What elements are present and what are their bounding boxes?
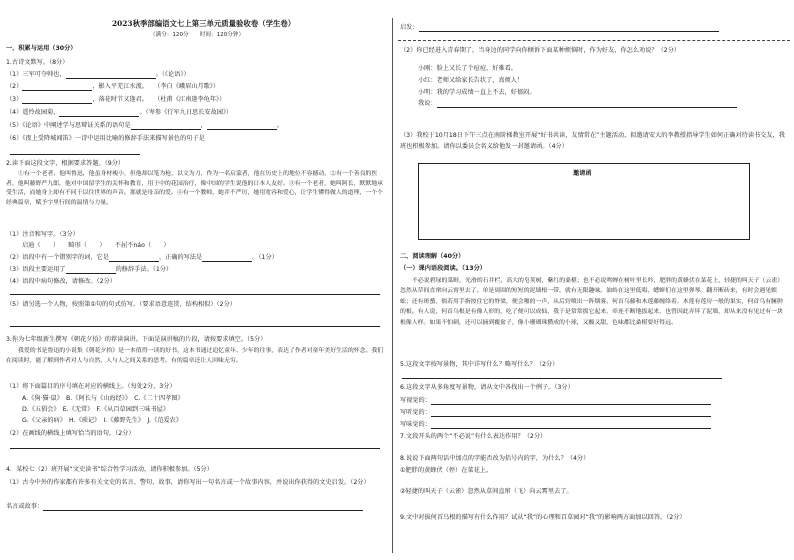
q1-line1: （1）三军可夺帅也， 。（《论语》） <box>6 71 190 78</box>
q6-taste: 写味觉的： <box>400 421 711 429</box>
q4-stem: 4．某校七（2）班开展“文史读书”综合性学习活动，请你积极参加。（5分） <box>6 466 213 473</box>
dialogue-3: 小明：我的学习成绩一直上不去，好郁闷。 <box>418 89 536 96</box>
left-column <box>0 0 392 560</box>
q8-sentence-2: ②轻捷的叫天子（云雀）忽然从草间直窜（飞）向云霄里去了。 <box>400 488 573 495</box>
q3-options-3: G.《父亲的病》 H.《琐记》 I.《藤野先生》 J.《范爱农》 <box>22 417 183 424</box>
invitation-title: 邀请函 <box>573 170 592 177</box>
q5: 5.这段文字按写景物，其中详写什么？略写什么？（2分） <box>400 361 559 368</box>
q3-a2: （2）在画线的横线上填写恰当的语句。（2分） <box>6 430 135 437</box>
q6: 6.这段文字从多角度写景物，请从文中各找出一个例子。（3分） <box>400 384 574 391</box>
q2-a1: （1）注音和写字。（3分） <box>6 231 79 238</box>
answer-blank[interactable] <box>131 123 201 130</box>
answer-blank[interactable] <box>43 504 363 511</box>
exam-title: 2023秋季部编语文七上第三单元质量验收卷（学生卷） <box>112 19 296 28</box>
q2-a2: （2）语段中有一个错别字的词，它是 ，正确的写法是 。（1分） <box>6 254 278 261</box>
q3-a1: （1）将下面篇目的序号填在对应的横线上。（每处2分，3分） <box>6 383 176 390</box>
answer-blank[interactable] <box>431 398 711 405</box>
q2-a1-words: 启迪（ ） 畸形（ ） 不屈不náo（ ） <box>22 242 170 249</box>
q8-sentence-1: ①肥胖的黄蜂伏（停）在菜花上。 <box>400 467 493 474</box>
answer-blank[interactable] <box>109 255 159 262</box>
q2-a3: （3）语段主要运用了 的修辞手法。（1分） <box>6 266 173 273</box>
answer-blank[interactable] <box>431 410 711 417</box>
section2-sub1: （一）课内语段阅读。（13分） <box>400 265 486 272</box>
q2-a4: （4）语段中病句修改，请修改。（2分） <box>6 278 116 285</box>
answer-blank[interactable] <box>431 422 711 429</box>
q1-line4: （4）遥怜故园菊， 。（岑参《行军九日思长安故园》） <box>6 109 233 116</box>
qifa-line: 启发： <box>400 24 719 32</box>
q2-passage: ①有一个老者，他叫鲁迅，他虽身材瘦小，但他却以笔为枪，以文为刀，作为一名启蒙者，他在历史上的地位不容撼动。②有一个善良的医者，他叫藤野严九郎，他对中国留学生的关怀和教育，用于中的花园治疗，像中国的学生说他的日本人友好。③有一个老者，她叫阿长，默默地承受生活，而她身上却有不同于以往世界的声音。那就是母亲的爱。④有一个教师，她并不严厉，她用宽容和爱心，让学生懂得做人的道理，一个个经典篇章，赋予字里行间的温情与力量。 <box>6 171 383 206</box>
q4-a1: （1）古今中外的作家都有许多有关文史的名言、警句、故事，请你写出一句名言或一个故事内容，并说出你获得的文史启发。（2分） <box>6 479 370 486</box>
q1-line6: （6）《夜上受降城闻笛》一诗中运用比喻的修辞手法来描写景色的句子是 <box>6 135 205 142</box>
separator <box>398 40 790 41</box>
q8: 8.说说下面两句话中加点的字能否改为括号内的字，为什么？（4分） <box>400 455 590 462</box>
answer-blank[interactable] <box>207 123 277 130</box>
q9: 9.文中对拔何首乌根的描写有什么作用？试从“我”的心理和百草园对“我”的影响两方面加以回答。（2分） <box>400 514 686 521</box>
q4b-stem: （2）你已经进入青春期了，当身边的同学向你倾诉下面某种烦恼时，作为好友，你怎么劝说？（2分） <box>400 47 681 54</box>
answer-line[interactable] <box>402 378 722 379</box>
answer-blank[interactable] <box>66 267 116 274</box>
answer-line[interactable] <box>10 294 380 295</box>
q4-a1-answer: 名言或故事： <box>6 503 363 511</box>
q4c-stem: （3）我校于10月18日下午三点在南阶梯教室开展“好书共读，友情常在”主题活动，拟邀请安大的李教授指导学生如何正确对待读书交友，我班也积极参加。请你以委员会名义给他发一封邀请函。（4分） <box>400 132 785 150</box>
answer-line[interactable] <box>10 326 380 327</box>
answer-blank[interactable] <box>66 72 156 79</box>
answer-blank[interactable] <box>202 255 252 262</box>
right-column <box>396 0 794 560</box>
exam-meta: （满分：120分 时间：120分钟） <box>150 32 245 38</box>
answer-line[interactable] <box>10 448 380 449</box>
answer-blank[interactable] <box>22 97 92 104</box>
q3-options-1: A.《狗·猫·鼠》 B.《阿长与《山海经》》 C.《二十四孝图》 <box>22 395 184 402</box>
q3-options-2: D.《五猖会》 E.《无常》 F.《从百草园到三味书屋》 <box>22 406 170 413</box>
section2-heading: 二、阅读理解（40分） <box>400 253 465 260</box>
q1-line2: （2） ，影入平羌江水流。 （李白《峨眉山月歌》） <box>6 83 220 90</box>
q1-line3: （3） ，落花时节又逢君。 （杜甫《江南逢李龟年》） <box>6 96 226 103</box>
my-reply: 我说： <box>418 100 737 108</box>
q2-a5: （5）请另选一个人物，按照第①句的句式仿写。（要求语意连贯，结构相似）（2分） <box>6 301 236 308</box>
section1-heading: 一、积累与运用（30分） <box>6 45 77 52</box>
answer-line[interactable] <box>10 154 140 155</box>
q3-passage: 我爱的书是鲁迅的小说集《朝花夕拾》是一本值得一读的好书，这本书通过追忆童年、少年的往事，表达了作者对童年美好生活的怀念。我们在阅读时，能了解到作者对人与自然、人与人之间关系的思考。有的篇章还让人回味无穷。 <box>6 348 384 364</box>
q3-stem: 3.你为七年级新生撰写《朝花夕拾》的荐读演讲。下面是演讲稿的片段，请按要求填空。（5分） <box>6 336 267 343</box>
answer-blank[interactable] <box>22 84 92 91</box>
q6-visual: 写视觉的： <box>400 397 711 405</box>
q1-stem: 1.古诗文默写。（8分） <box>6 59 69 66</box>
answer-blank[interactable] <box>437 101 737 108</box>
answer-blank[interactable] <box>419 25 719 32</box>
reading-passage: 不必说碧绿的菜畦，光滑的石井栏，高大的皂荚树，紫红的桑椹；也不必说鸣蝉在树叶里长吟，肥胖的黄蜂伏在菜花上，轻捷的叫天子（云雀）忽然从草间直窜向云霄里去了。单是周围的短短的泥墙根一带，就有无限趣味。油蛉在这里低唱，蟋蟀们在这里弹琴。翻开断砖来，有时会遇见蜈蚣；还有斑蝥，倘若用手指按住它的脊梁，便会啪的一声，从后窍喷出一阵烟雾。何首乌藤和木莲藤缠络着，木莲有莲房一般的果实，何首乌有臃肿的根。有人说，何首乌根是有像人形的，吃了便可以成仙，我于是常常拔它起来，牵连不断地拔起来，也曾因此弄坏了泥墙，却从来没有见过有一块根像人样。如果不怕刺，还可以摘到覆盆子，像小珊瑚珠攒成的小球，又酸又甜，色味都比桑椹要好得远。 <box>400 278 784 326</box>
q2-stem: 2.读下面这段文字，根据要求答题。（9分） <box>6 160 125 167</box>
dialogue-1: 小刚：脸上又长了个痘痘，好难看。 <box>418 65 517 72</box>
answer-blank[interactable] <box>59 110 139 117</box>
q6-auditory: 写听觉的： <box>400 409 711 417</box>
q1-line5: （5）《论语》中阐述学与思辩证关系的语句是 ， 。 <box>6 122 283 129</box>
dialogue-2: 小红：老师又给家长告状了，真烦人！ <box>418 77 524 84</box>
q7: 7.文段开头的两个“不必说”有什么表达作用？（2分） <box>400 433 547 440</box>
column-divider <box>392 18 393 553</box>
